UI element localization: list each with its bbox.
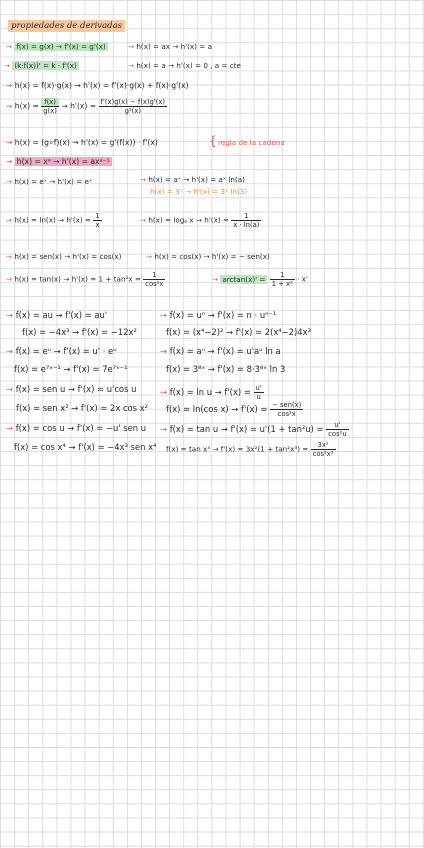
chain-sin: ⇝ f(x) = sen u → f'(x) = u'cos u xyxy=(6,384,137,394)
arrow-icon: ⇝ xyxy=(160,387,168,397)
arrow-icon: ⇝ xyxy=(160,346,168,356)
arrow-icon: ⇝ xyxy=(128,61,135,70)
brace-icon: { xyxy=(209,134,217,148)
rule-quotient: ⇝ h(x) = $\frac{f(x)}{g(x)}$ → h'(x) = $\frac{f'(x)g(x) - f(x)g'(x)}{\text{g²(x)}}$ xyxy=(6,98,166,115)
arrow-icon: ⇝ xyxy=(6,101,13,111)
rule-constant: ⇝ h(x) = a → h'(x) = 0 , a = cte xyxy=(128,61,241,70)
arrow-icon: ⇝ xyxy=(6,310,14,320)
arrow-icon: ⇝ xyxy=(6,81,13,90)
arrow-icon: ⇝ xyxy=(160,424,168,434)
rule-ln: ⇝ h(x) = ln(x) → h'(x) = $\frac{1}{x}$ xyxy=(6,212,100,229)
example-exp: f(x) = e⁷ˣ⁻¹ → f'(x) = 7e⁷ˣ⁻¹ xyxy=(14,364,128,374)
chain-tan: ⇝ f(x) = tan u → f'(x) = u'(1 + tan²u) = $\frac{u'}{\text{cos²u}}$ xyxy=(160,421,347,438)
example-cos: f(x) = cos x⁴ → f'(x) = −4x³ sen x⁴ xyxy=(14,442,157,452)
rule-log: ⇝ h(x) = logₐ x → h'(x) = $\frac{1}{x \cdot \ln(a)}$ xyxy=(140,212,260,229)
rule-linear: ⇝ h(x) = ax → h'(x) = a xyxy=(128,42,212,51)
rule-exp: ⇝ h(x) = eˣ → h'(x) = eˣ xyxy=(6,177,93,186)
chain-power: ⇝ f(x) = uⁿ → f'(x) = n · uⁿ⁻¹ xyxy=(160,310,277,320)
rule-product: ⇝ h(x) = f(x)·g(x) → h'(x) = f'(x)·g(x) + f(x)·g'(x) xyxy=(6,81,189,90)
arrow-icon: ⇝ xyxy=(6,252,13,261)
rule-sin: ⇝ h(x) = sen(x) → h'(x) = cos(x) xyxy=(6,252,122,261)
example-exp-a: f(x) = 3⁸ˣ → f'(x) = 8·3⁸ˣ ln 3 xyxy=(166,364,286,374)
arrow-icon: ⇝ xyxy=(140,215,147,225)
chain-exp: ⇝ f(x) = eᵘ → f'(x) = u' · eᵘ xyxy=(6,346,117,356)
arrow-icon: ⇝ xyxy=(6,384,14,394)
chain-au: ⇝ f(x) = au → f'(x) = au' xyxy=(6,310,108,320)
fraction: $\frac{1}{x \cdot \ln(a)}$ xyxy=(233,212,260,229)
chain-rule-note: regla de la cadena xyxy=(218,138,285,147)
rule-exp-a: ⇝ h(x) = aˣ → h'(x) = aˣ ln(a) xyxy=(140,175,245,184)
fraction: $\frac{u'}{u}$ xyxy=(255,384,262,401)
rule-power: ⇝ h(x) = xᵃ → h'(x) = axᵃ⁻¹ xyxy=(6,157,110,166)
fraction: $\frac{f(x)}{g(x)}$ xyxy=(43,98,57,115)
example-ln: f(x) = ln(cos x) → f'(x) = $\frac{\text{− sen(x)}}{\text{cos²x}}$ xyxy=(166,401,302,418)
rule-constant-multiple: ⇝ (k·f(x))' = k · f'(x) xyxy=(4,61,77,70)
arrow-icon: ⇝ xyxy=(128,42,135,51)
rule-arctan: ⇝ arctan(x)' = $\frac{1}{\text{1 + x²}}$ · x' xyxy=(212,271,308,288)
example-tan: f(x) = tan x³ → f'(x) = 3x²(1 + tan²x³) = $\frac{\text{3x²}}{\text{cos²x³}}$ xyxy=(166,441,334,458)
fraction: $\frac{1}{\text{1 + x²}}$ xyxy=(271,271,293,288)
rule-tan: ⇝ h(x) = tan(x) → h'(x) = 1 + tan²x = $\frac{1}{\text{cos²x}}$ xyxy=(6,271,164,288)
rule-exp-example: h(x) = 3ˣ → h'(x) = 3ˣ ln(3) xyxy=(150,187,248,196)
fraction: $\frac{1}{\text{cos²x}}$ xyxy=(145,271,164,288)
fraction: $\frac{1}{x}$ xyxy=(95,212,100,229)
arrow-icon: ⇝ xyxy=(140,175,147,184)
arrow-icon: ⇝ xyxy=(160,310,168,320)
arrow-icon: ⇝ xyxy=(6,177,13,186)
fraction: $\frac{\text{3x²}}{\text{cos²x³}}$ xyxy=(312,441,334,458)
rule-cos: ⇝ h(x) = cos(x) → h'(x) = − sen(x) xyxy=(146,252,270,261)
fraction: $\frac{u'}{\text{cos²u}}$ xyxy=(328,421,347,438)
arrow-icon: ⇝ xyxy=(6,423,14,433)
rule-sum: ⇝ f(x) = g(x) → f'(x) = g'(x) xyxy=(6,42,106,51)
fraction: $\frac{f'(x)g(x) - f(x)g'(x)}{\text{g²(x)}}$ xyxy=(100,98,166,115)
arrow-icon: ⇝ xyxy=(6,157,13,166)
rule-chain: ⇝ h(x) = (g∘f)(x) → h'(x) = g'(f(x)) · f'(x) xyxy=(6,138,158,147)
arrow-icon: ⇝ xyxy=(6,274,13,284)
chain-ln: ⇝ f(x) = ln u → f'(x) = $\frac{u'}{u}$ xyxy=(160,384,262,401)
arrow-icon: ⇝ xyxy=(6,138,13,147)
fraction: $\frac{\text{− sen(x)}}{\text{cos²x}}$ xyxy=(272,401,302,418)
example-sin: f(x) = sen x² → f'(x) = 2x cos x² xyxy=(16,403,149,413)
page-title: propiedades de derivadas xyxy=(8,20,125,32)
arrow-icon: ⇝ xyxy=(6,215,13,225)
arrow-icon: ⇝ xyxy=(146,252,153,261)
example-power: f(x) = (x⁴−2)² → f'(x) = 2(x⁴−2)4x³ xyxy=(166,327,311,337)
arrow-icon: ⇝ xyxy=(6,346,14,356)
arrow-icon: ⇝ xyxy=(212,274,219,284)
arrow-icon: ⇝ xyxy=(4,61,11,70)
arrow-icon: ⇝ xyxy=(6,42,13,51)
example-cubic: f(x) = −4x³ → f'(x) = −12x² xyxy=(22,327,137,337)
chain-exp-a: ⇝ f(x) = aᵘ → f'(x) = u'aᵘ ln a xyxy=(160,346,281,356)
chain-cos: ⇝ f(x) = cos u → f'(x) = −u' sen u xyxy=(6,423,147,433)
